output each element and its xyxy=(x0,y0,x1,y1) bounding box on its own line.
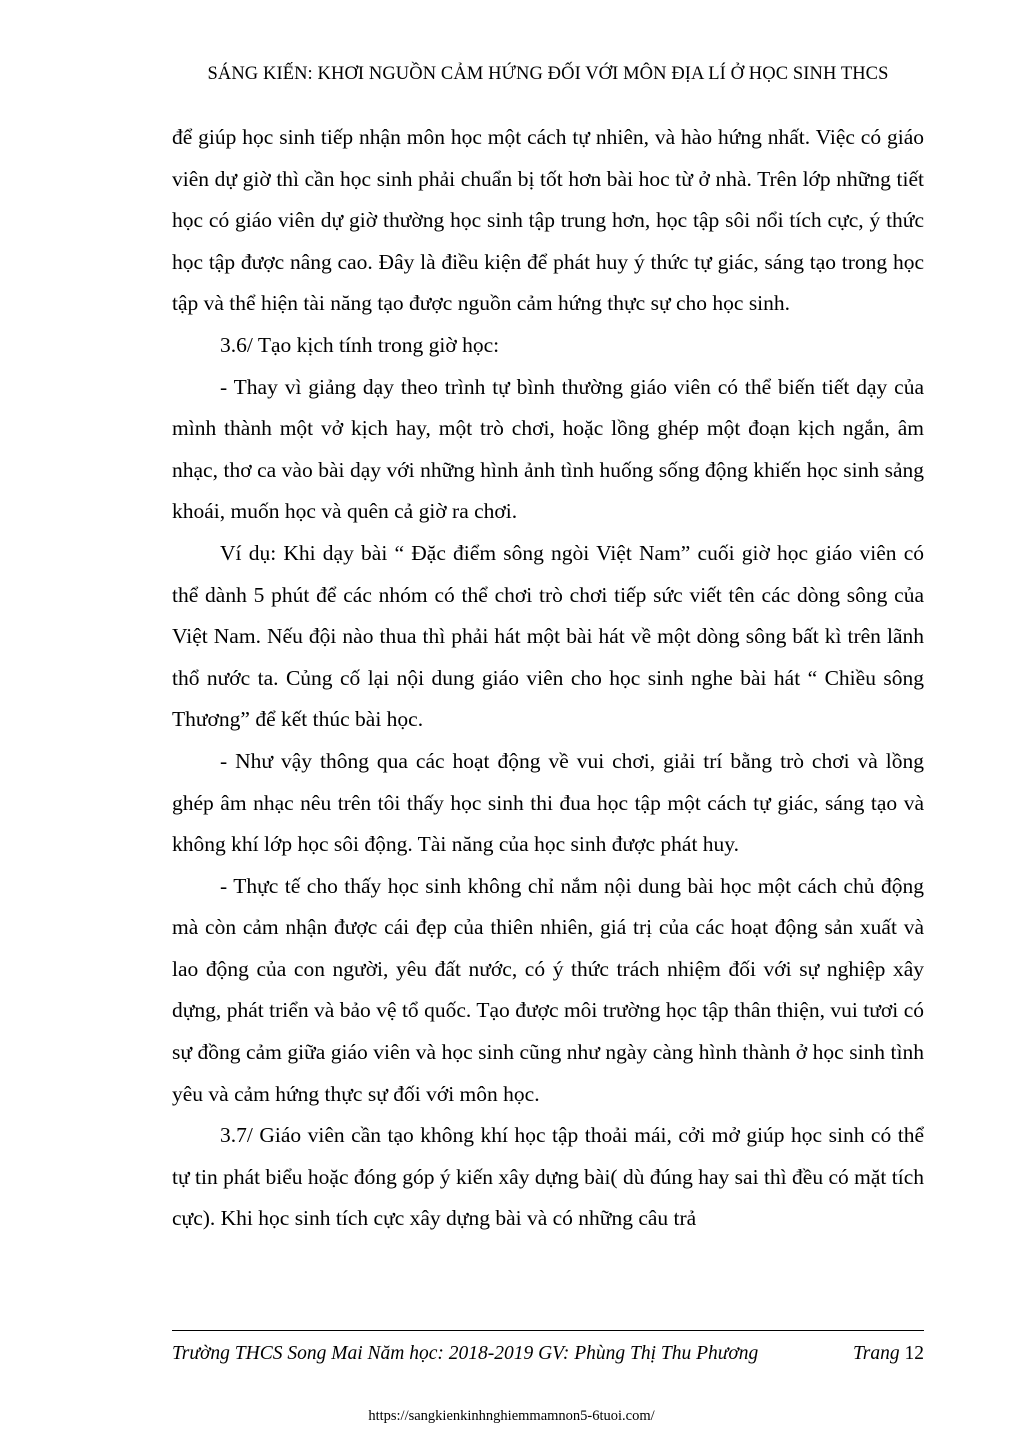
paragraph: - Thay vì giảng dạy theo trình tự bình thường giáo viên có thể biến tiết dạy của mình thành một vở kịch hay, một trò chơi, hoặc lồng ghép một đoạn kịch ngắn, âm nhạc, thơ ca vào bài dạy với những hình ảnh tình huống sống động khiến học sinh sảng khoái, muốn học và quên cả giờ ra chơi. xyxy=(172,374,924,524)
footer-info: Trường THCS Song Mai Năm học: 2018-2019 GV: Phùng Thị Thu Phương xyxy=(172,1343,759,1364)
page-footer xyxy=(172,1343,924,1365)
document-body xyxy=(172,117,924,1240)
page-number: 12 xyxy=(904,1343,924,1364)
paragraph: để giúp học sinh tiếp nhận môn học một cách tự nhiên, và hào hứng nhất. Việc có giáo viên dự giờ thì cần học sinh phải chuẩn bị tốt hơn bài hoc từ ở nhà. Trên lớp những tiết học có giáo viên dự giờ thường học sinh tập trung hơn, học tập sôi nổi tích cực, ý thức học tập được nâng cao. Đây là điều kiện để phát huy ý thức tự giác, sáng tạo trong học tập và thể hiện tài năng tạo được nguồn cảm hứng thực sự cho học sinh. xyxy=(172,125,924,316)
paragraph: - Thực tế cho thấy học sinh không chỉ nắm nội dung bài học một cách chủ động mà còn cảm nhận được cái đẹp của thiên nhiên, giá trị của các hoạt động sản xuất và lao động của con người, yêu đất nước, có ý thức trách nhiệm đối với sự nghiệp xây dựng, phát triển và bảo vệ tổ quốc. Tạo được môi trường học tập thân thiện, vui tươi có sự đồng cảm giữa giáo viên và học sinh cũng như ngày càng hình thành ở học sinh tình yêu và cảm hứng thực sự đối với môn học. xyxy=(172,873,924,1106)
section-heading: 3.6/ Tạo kịch tính trong giờ học: xyxy=(220,332,500,357)
page-header: SÁNG KIẾN: KHƠI NGUỒN CẢM HỨNG ĐỐI VỚI MÔN ĐỊA LÍ Ở HỌC SINH THCS xyxy=(207,64,889,84)
source-url[interactable]: https://sangkienkinhnghiemmamnon5-6tuoi.com/ xyxy=(368,1408,655,1424)
page-indicator xyxy=(853,1343,924,1365)
paragraph: - Như vậy thông qua các hoạt động về vui chơi, giải trí bằng trò chơi và lồng ghép âm nhạc nêu trên tôi thấy học sinh thi đua học tập một cách tự giác, sáng tạo và không khí lớp học sôi động. Tài năng của học sinh được phát huy. xyxy=(172,748,924,857)
page-label: Trang xyxy=(853,1343,900,1364)
paragraph: Ví dụ: Khi dạy bài “ Đặc điểm sông ngòi Việt Nam” cuối giờ học giáo viên có thể dành 5 phút để các nhóm có thể chơi trò chơi tiếp sức viết tên các dòng sông của Việt Nam. Nếu đội nào thua thì phải hát một bài hát về một dòng sông bất kì trên lãnh thổ nước ta. Củng cố lại nội dung giáo viên cho học sinh nghe bài hát “ Chiều sông Thương” để kết thúc bài học. xyxy=(172,540,924,732)
footer-divider xyxy=(172,1330,924,1331)
paragraph: 3.7/ Giáo viên cần tạo không khí học tập thoải mái, cởi mở giúp học sinh có thể tự tin phát biểu hoặc đóng góp ý kiến xây dựng bài( dù đúng hay sai thì đều có mặt tích cực). Khi học sinh tích cực xây dựng bài và có những câu trả xyxy=(172,1123,924,1231)
